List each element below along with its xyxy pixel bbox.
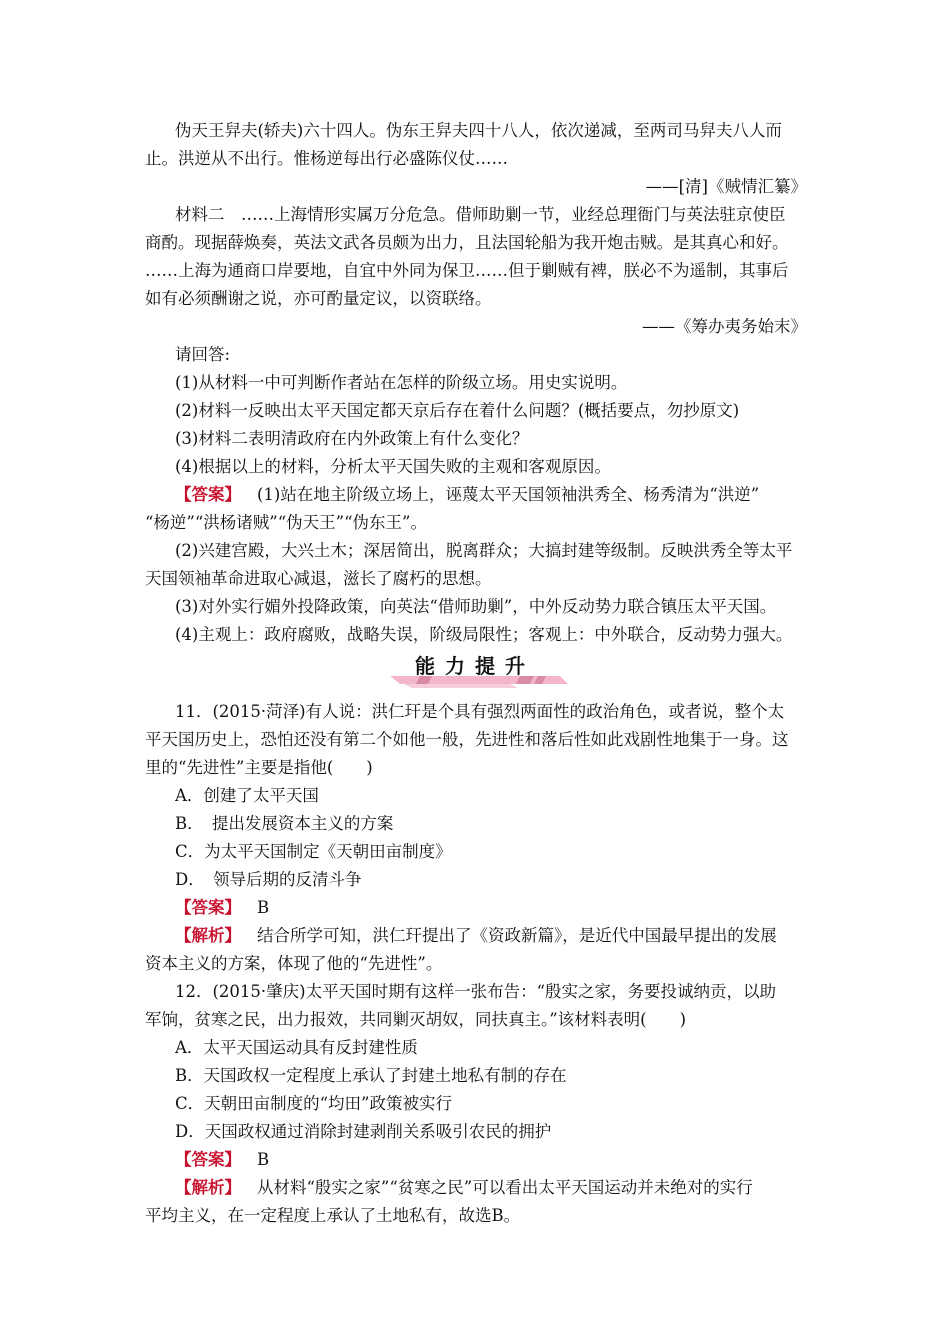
question-item: (3)材料二表明清政府在内外政策上有什么变化？: [175, 429, 529, 448]
answer-line: (4)主观上：政府腐败，战略失误，阶级局限性；客观上：中外联合，反动势力强大。: [175, 625, 793, 644]
analysis-tag: 【解析】: [175, 1178, 241, 1197]
text-line: ……上海为通商口岸要地，自宜中外同为保卫……但于剿贼有裨，朕必不为遥制，其事后: [145, 261, 789, 280]
text-line: 止。洪逆从不出行。惟杨逆每出行必盛陈仪仗……: [145, 149, 508, 168]
text-line: 如有必须酬谢之说，亦可酌量定议，以资联络。: [145, 289, 492, 308]
source-citation: ——[清]《贼情汇纂》: [645, 177, 807, 196]
analysis-tag: 【解析】: [175, 926, 241, 945]
analysis-line: 平均主义，在一定程度上承认了土地私有，故选B。: [145, 1206, 521, 1225]
text-line: 伪天王舁夫(轿夫)六十四人。伪东王舁夫四十八人，依次递减，至两司马舁夫八人而: [175, 121, 782, 140]
source-citation: ——《筹办夷务始末》: [642, 317, 807, 336]
answer-line: 【答案】 B: [175, 898, 270, 917]
question-item: (4)根据以上的材料，分析太平天国失败的主观和客观原因。: [175, 457, 611, 476]
option-c: C．天朝田亩制度的“均田”政策被实行: [175, 1094, 452, 1113]
answer-tag: 【答案】: [175, 898, 241, 917]
answer-line: 【答案】 (1)站在地主阶级立场上，诬蔑太平天国领袖洪秀全、杨秀清为“洪逆”: [175, 485, 760, 504]
question-line: 11．(2015·菏泽)有人说：洪仁玕是个具有强烈两面性的政治角色，或者说，整个太: [175, 702, 785, 721]
option-c: C．为太平天国制定《天朝田亩制度》: [175, 842, 452, 861]
analysis-line: 【解析】 结合所学可知，洪仁玕提出了《资政新篇》，是近代中国最早提出的发展: [175, 926, 777, 945]
answer-line: 【答案】 B: [175, 1150, 270, 1169]
question-line: 平天国历史上，恐怕还没有第二个如他一般，先进性和落后性如此戏剧性地集于一身。这: [145, 730, 789, 749]
answer-line: (3)对外实行媚外投降政策，向英法“借师助剿”，中外反动势力联合镇压太平天国。: [175, 597, 777, 616]
option-a: A．太平天国运动具有反封建性质: [175, 1038, 418, 1057]
text-line: 材料二 ……上海情形实属万分危急。借师助剿一节，业经总理衙门与英法驻京使臣: [175, 205, 786, 224]
option-d: D．天国政权通过消除封建剥削关系吸引农民的拥护: [175, 1122, 552, 1141]
text-line: 商酌。现据薛焕奏，英法文武各员颇为出力，且法国轮船为我开炮击贼。是其真心和好。: [145, 233, 789, 252]
question-line: 12．(2015·肇庆)太平天国时期有这样一张布告：“殷实之家，务要投诚纳贡，以助: [175, 982, 777, 1001]
answer-line: (2)兴建宫殿，大兴土木；深居简出，脱离群众；大搞封建等级制。反映洪秀全等太平: [175, 541, 793, 560]
option-d: D． 领导后期的反清斗争: [175, 870, 362, 889]
section-banner: [370, 652, 580, 690]
question-line: 军饷，贫寒之民，出力报效，共同剿灭胡奴，同扶真主。”该材料表明( ): [145, 1010, 687, 1029]
analysis-line: 资本主义的方案，体现了他的“先进性”。: [145, 954, 443, 973]
section-title: 能力提升: [415, 654, 535, 678]
question-item: (2)材料一反映出太平天国定都天京后存在着什么问题？(概括要点，勿抄原文): [175, 401, 740, 420]
option-b: B． 提出发展资本主义的方案: [175, 814, 394, 833]
question-line: 里的“先进性”主要是指他( ): [145, 758, 373, 777]
option-a: A．创建了太平天国: [175, 786, 319, 805]
answer-line: 天国领袖革命进取心减退，滋长了腐朽的思想。: [145, 569, 492, 588]
answer-line: “杨逆”“洪杨诸贼”“伪天王”“伪东王”。: [145, 513, 427, 532]
option-b: B．天国政权一定程度上承认了封建土地私有制的存在: [175, 1066, 567, 1085]
analysis-line: 【解析】 从材料“殷实之家”“贫寒之民”可以看出太平天国运动并未绝对的实行: [175, 1178, 753, 1197]
answer-tag: 【答案】: [175, 485, 241, 504]
question-item: (1)从材料一中可判断作者站在怎样的阶级立场。用史实说明。: [175, 373, 628, 392]
answer-tag: 【答案】: [175, 1150, 241, 1169]
question-prompt: 请回答:: [175, 345, 231, 364]
